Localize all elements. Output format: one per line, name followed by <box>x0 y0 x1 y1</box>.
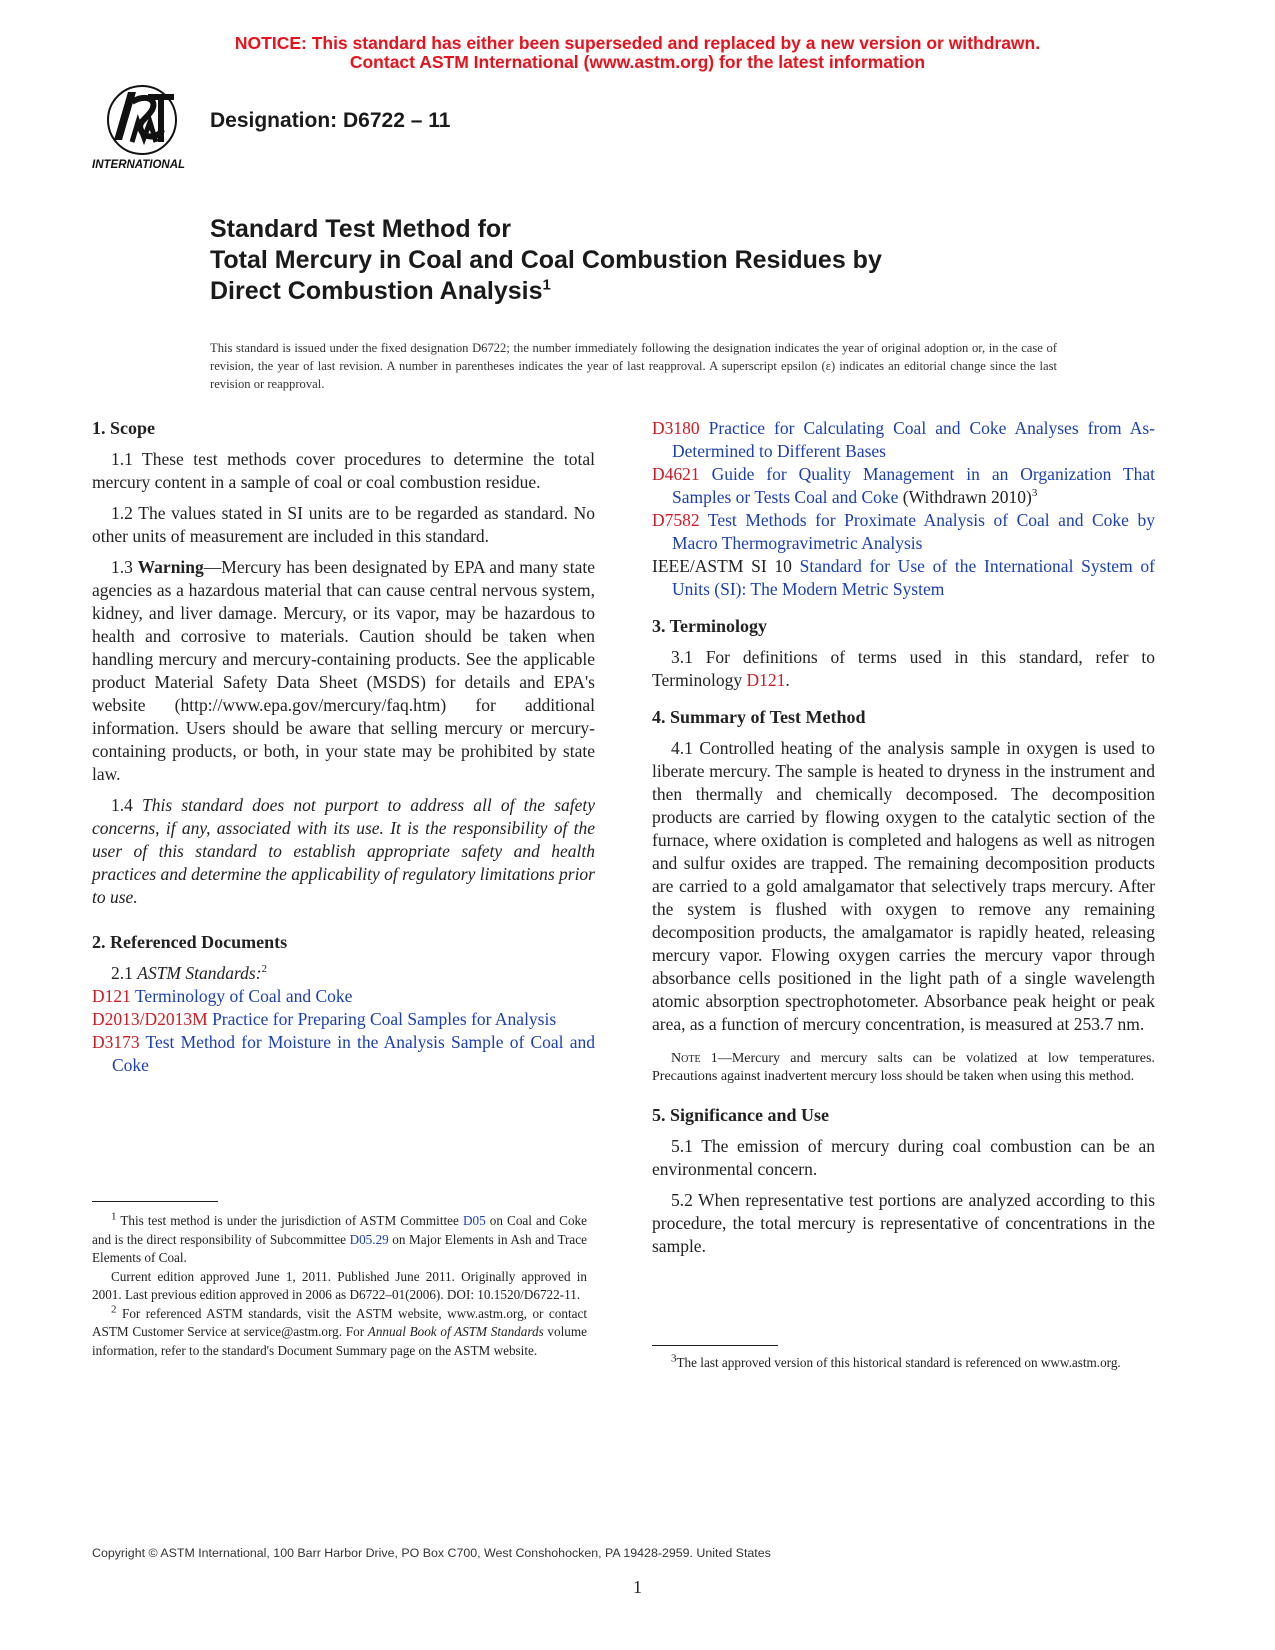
notice-line-1: NOTICE: This standard has either been superseded and replaced by a new version or withdrawn. <box>234 33 1041 53</box>
footnotes-left <box>92 1212 587 1360</box>
logo-wordmark: INTERNATIONAL <box>92 159 186 171</box>
reference-d3173[interactable]: D3173 Test Method for Moisture in the Analysis Sample of Coal and Coke <box>92 1032 595 1075</box>
footnote-3: $^3$The last approved version of this historical standard is referenced on www.astm.org. <box>671 1352 1121 1370</box>
withdrawal-notice <box>0 34 1275 72</box>
warning-label: Warning <box>137 557 204 577</box>
reference-d2013[interactable]: D2013/D2013M Practice for Preparing Coal Samples for Analysis <box>92 1009 557 1029</box>
footnote-rule-left <box>92 1201 218 1202</box>
note-1: Note 1—Mercury and mercury salts can be volatized at low temperatures. Precautions against inadvertent mercury loss should be taken when using this method. <box>652 1051 1155 1084</box>
document-title <box>210 214 1070 307</box>
scope-1-3: 1.3 Warning—Mercury has been designated by EPA and many state agencies as a hazardous material that can cause central nervous system, kidney, and liver damage. Mercury, or its vapor, may be hazardous to health and corrosive to materials. Caution should be taken when handling mercury and mercury-containing products. See the applicable product Material Safety Data Sheet (MSDS) for details and EPA's website (http://www.epa.gov/mercury/faq.htm) for additional information. Users should be aware that selling mercury or mercury-containing products, or both, in your state may be prohibited by state law. <box>92 557 596 784</box>
summary-4-1: 4.1 Controlled heating of the analysis sample in oxygen is used to liberate mercury. The sample is heated to dryness in the instrument and then thermally and chemically decomposed. The decomposition products are carried by flowing oxygen to the catalytic section of the furnace, where oxidation is completed and halogens as well as nitrogen and sulfur oxides are trapped. The remaining decomposition products are carried to a gold amalgamator that selectively traps mercury. After the system is flushed with oxygen to remove any remaining decomposition products, the amalgamator is rapidly heated, releasing mercury vapor. Flowing oxygen carries the mercury vapor through absorbance cells positioned in the light path of a single wavelength atomic absorption spectrophotometer. Absorbance peak height or peak area, as a function of mercury concentration, is measured at 253.7 nm. <box>652 738 1155 1034</box>
link-d05-29[interactable]: D05.29 <box>349 1231 389 1247</box>
title-footnote-mark: 1 <box>542 276 551 294</box>
link-d121[interactable]: D121 <box>746 670 786 690</box>
reference-ieee-si10[interactable]: IEEE/ASTM SI 10 Standard for Use of the International System of Units (SI): The Modern Metric System <box>652 556 1155 599</box>
scope-1-1: 1.1 These test methods cover procedures to determine the total mercury content in a sample of coal or coal combustion residue. <box>92 449 595 492</box>
significance-heading: 5. Significance and Use <box>652 1105 830 1125</box>
terminology-heading: 3. Terminology <box>652 616 768 636</box>
significance-5-1: 5.1 The emission of mercury during coal combustion can be an environmental concern. <box>652 1136 1155 1179</box>
copyright-line: Copyright © ASTM International, 100 Barr Harbor Drive, PO Box C700, West Conshohocken, PA 19428-2959. United States <box>92 1546 771 1560</box>
referenced-heading: 2. Referenced Documents <box>92 932 288 952</box>
title-line-1: Standard Test Method for <box>210 215 511 243</box>
scope-1-4: 1.4 This standard does not purport to address all of the safety concerns, if any, associated with its use. It is the responsibility of the user of this standard to establish appropriate safety and health practices and determine the applicability of regulatory limitations prior to use. <box>92 795 596 907</box>
footnote-rule-right <box>652 1345 778 1346</box>
title-line-2: Total Mercury in Coal and Coal Combustion Residues by <box>210 246 882 274</box>
footnote-1: $^1$ This test method is under the jurisdiction of ASTM Committee D05 on Coal and Coke and is the direct responsibility of Subcommittee D05.29 on Major Elements in Ash and Trace Elements of Coal. <box>92 1210 587 1265</box>
page-number: 1 <box>633 1577 642 1597</box>
astm-standards-subheading: 2.1 ASTM Standards:$^2$ <box>111 963 268 983</box>
terminology-3-1: 3.1 For definitions of terms used in this standard, refer to Terminology D121. <box>652 647 1155 690</box>
summary-heading: 4. Summary of Test Method <box>652 707 866 727</box>
scope-heading: 1. Scope <box>92 418 155 438</box>
significance-5-2: 5.2 When representative test portions are analyzed according to this procedure, the total mercury is representative of concentrations in the sample. <box>652 1190 1155 1256</box>
reference-d3180[interactable]: D3180 Practice for Calculating Coal and Coke Analyses from As-Determined to Different Bases <box>652 418 1155 461</box>
reference-d7582[interactable]: D7582 Test Methods for Proximate Analysis of Coal and Coke by Macro Thermogravimetric Analysis <box>652 510 1155 553</box>
reference-d4621[interactable]: D4621 Guide for Quality Management in an Organization That Samples or Tests Coal and Coke (Withdrawn 2010)$^3$ <box>652 464 1155 507</box>
designation: Designation: D6722 – 11 <box>210 109 451 132</box>
scope-1-2: 1.2 The values stated in SI units are to be regarded as standard. No other units of measurement are included in this standard. <box>92 503 595 546</box>
left-column <box>92 417 595 1077</box>
footnote-2: $^2$ For referenced ASTM standards, visit the ASTM website, www.astm.org, or contact ASTM Customer Service at service@astm.org. For Annual Book of ASTM Standards volume information, refer to the standard's Document Summary page on the ASTM website. <box>92 1303 587 1358</box>
preamble: This standard is issued under the fixed designation D6722; the number immediately following the designation indicates the year of original adoption or, in the case of revision, the year of last revision. A number in parentheses indicates the year of last reapproval. A superscript epsilon (ε) indicates an editorial change since the last revision or reapproval. <box>210 341 1057 391</box>
astm-logo-mark <box>92 82 196 174</box>
right-column <box>652 417 1155 1258</box>
footnotes-right <box>652 1354 1155 1373</box>
footnote-1-edition: Current edition approved June 1, 2011. Published June 2011. Originally approved in 2001. Last previous edition approved in 2006 as D6722–01(2006). DOI: 10.1520/D6722-11. <box>92 1268 587 1302</box>
astm-logo <box>92 82 196 174</box>
notice-line-2: Contact ASTM International (www.astm.org) for the latest information <box>349 52 926 72</box>
reference-d121[interactable]: D121 Terminology of Coal and Coke <box>92 986 353 1006</box>
title-line-3: Direct Combustion Analysis$^1$ <box>210 276 551 305</box>
link-d05[interactable]: D05 <box>462 1213 486 1228</box>
